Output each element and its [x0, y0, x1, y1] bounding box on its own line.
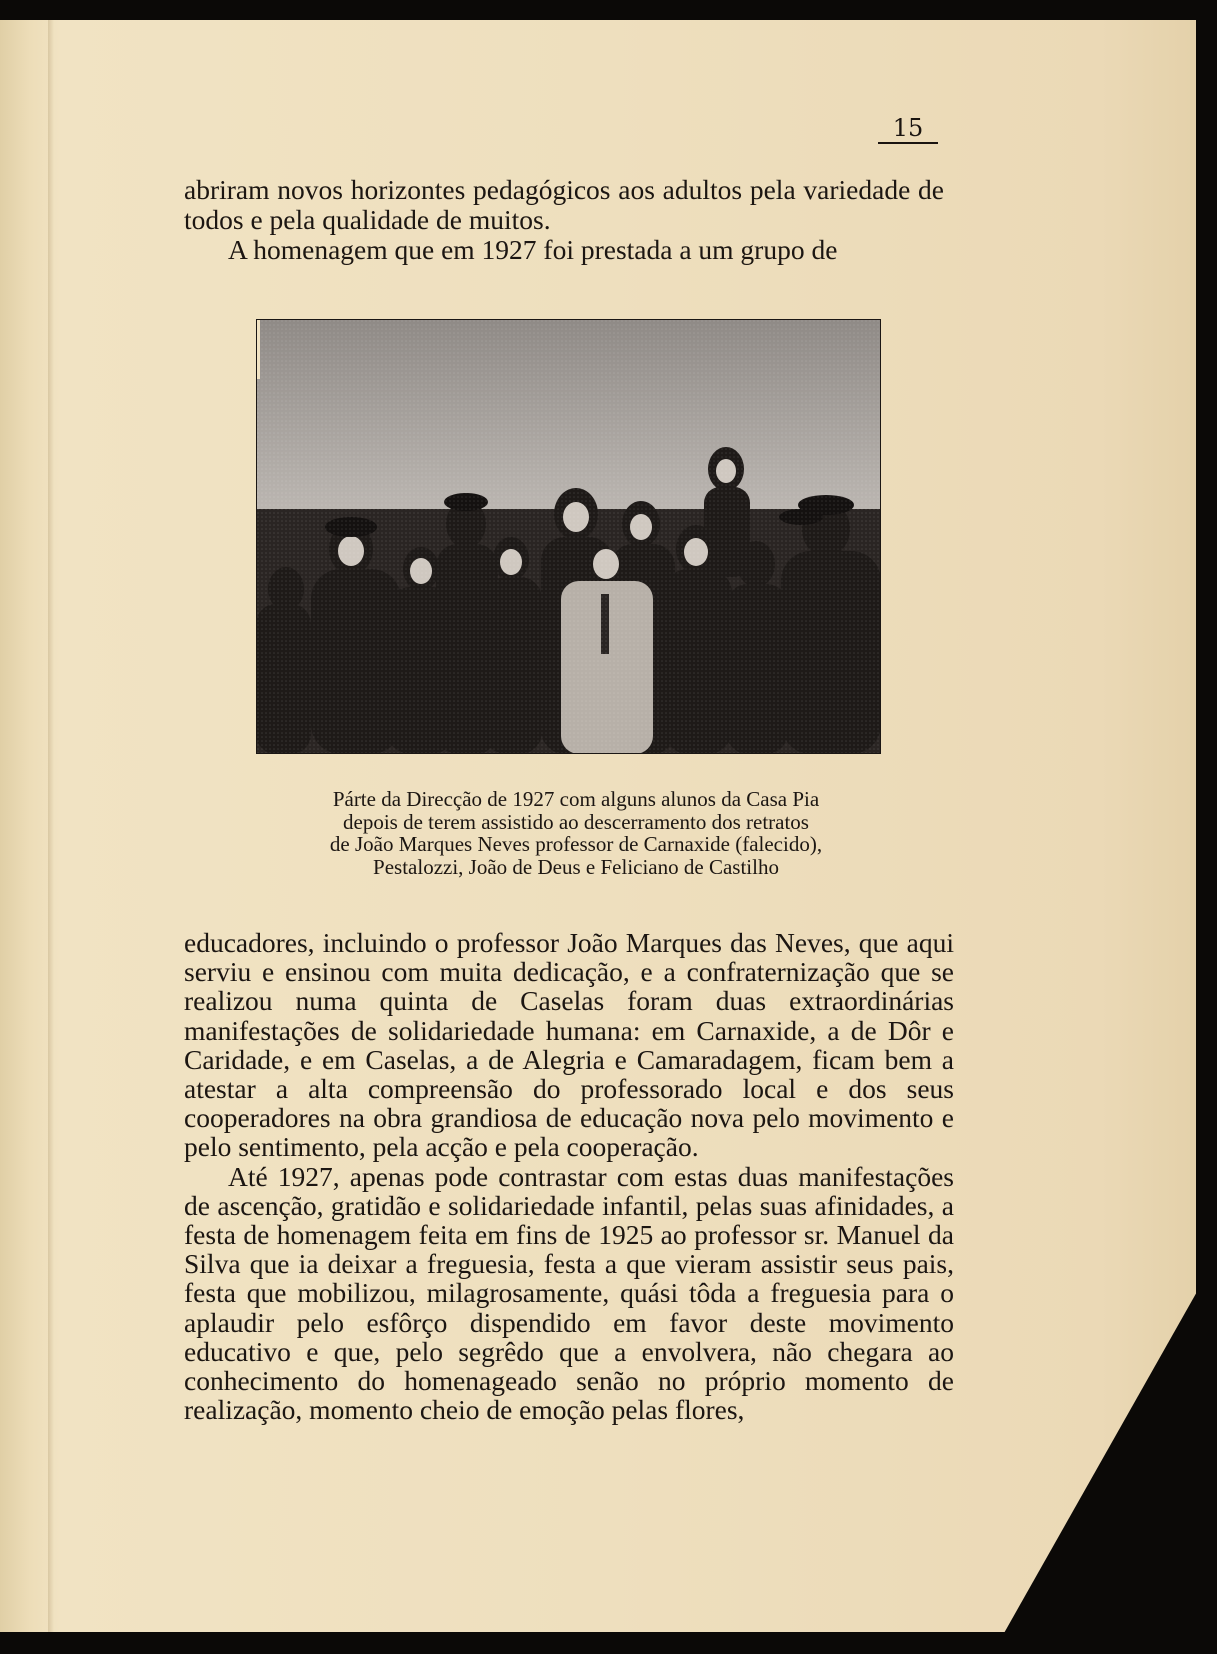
page-fold-shadow	[48, 20, 54, 1632]
intro-text	[184, 175, 944, 265]
body-text	[184, 928, 954, 1424]
caption-line-4: Pestalozzi, João de Deus e Feliciano de Castilho	[373, 854, 779, 879]
intro-paragraph-1: abriram novos horizontes pedagógicos aos adultos pela variedade de todos e pela qualidade de muitos.	[184, 174, 944, 235]
group-photo-icon	[256, 319, 881, 754]
caption-line-3: de João Marques Neves professor de Carnaxide (falecido),	[329, 832, 823, 856]
photo-caption	[236, 788, 916, 878]
body-paragraph-2: Até 1927, apenas pode contrastar com estas duas manifestações de ascenção, gratidão e solidariedade infantil, pelas suas afinidades, a festa de homenagem feita em fins de 1925 ao professor sr. Manuel da Silva que ia deixar a freguesia, festa a que vieram assistir seus pais, festa que mobilizou, milagrosamente, quási tôda a freguesia para o aplaudir pelo esfôrço dispendido em favor deste movimento educativo e que, pelo segrêdo que a envolvera, não chegara ao conhecimento do homenageado senão no próprio momento de realização, momento cheio de emoção pelas flores,	[184, 1160, 954, 1426]
group-photo	[256, 319, 881, 754]
page-number: 15	[878, 114, 938, 144]
caption-line-2: depois de terem assistido ao descerramento dos retratos	[343, 809, 809, 834]
intro-paragraph-2: A homenagem que em 1927 foi prestada a um grupo de	[228, 234, 838, 265]
caption-line-1: Párte da Direcção de 1927 com alguns alunos da Casa Pia	[332, 787, 820, 811]
body-paragraph-1: educadores, incluindo o professor João Marques das Neves, que aqui serviu e ensinou com muita dedicação, e a confraternização que se realizou numa quinta de Caselas foram duas extraordinárias manifestações de solidariedade humana: em Carnaxide, a de Dôr e Caridade, e em Caselas, a de Alegria e Camaradagem, ficam bem a atestar a alta compreensão do professorado local e dos seus cooperadores na obra grandiosa de educação nova pelo movimento e pelo sentimento, pela acção e pela cooperação.	[184, 927, 954, 1163]
